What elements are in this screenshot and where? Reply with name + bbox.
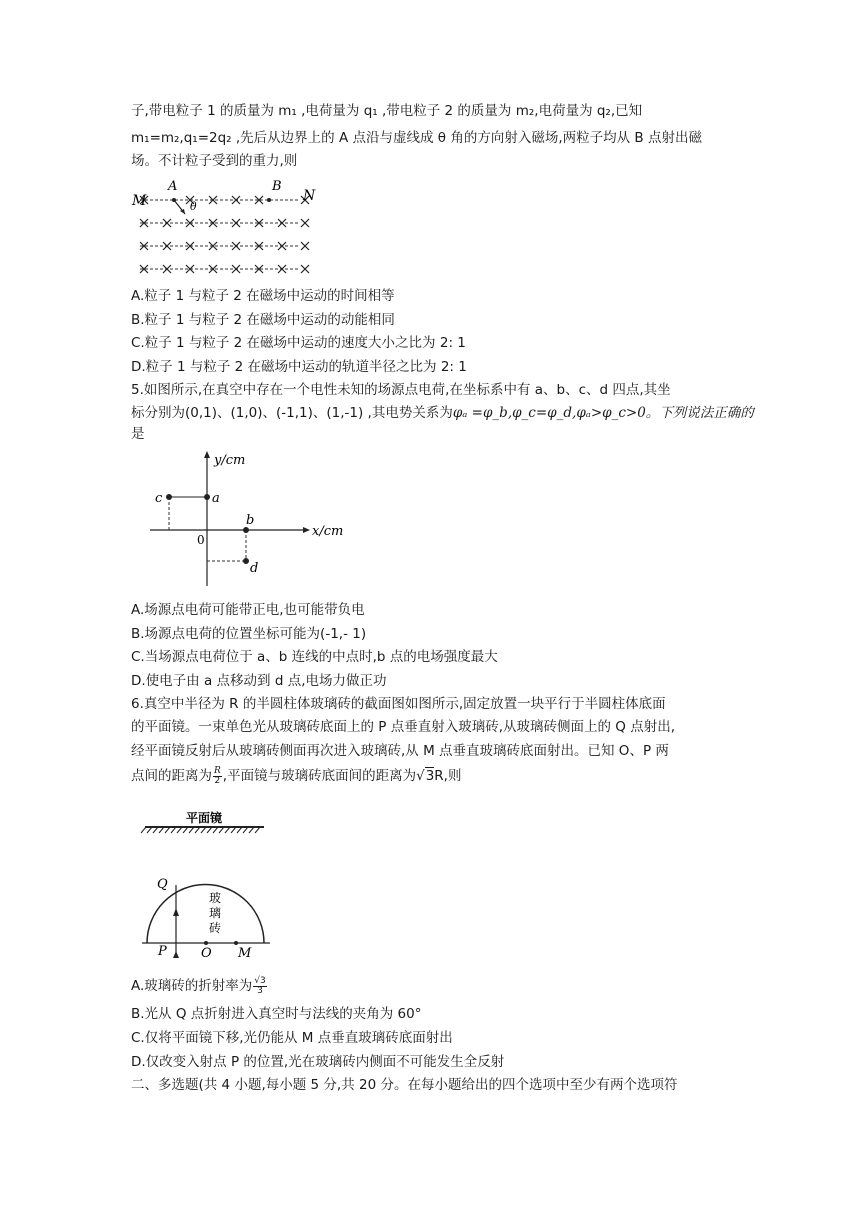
q5-option-c: C.当场源点电荷位于 a、b 连线的中点时,b 点的电场强度最大 bbox=[131, 649, 498, 665]
label-c: c bbox=[155, 491, 163, 506]
label-d: d bbox=[250, 561, 259, 576]
label-m: M bbox=[238, 946, 252, 961]
field-cross-mark bbox=[163, 265, 171, 273]
q6-stem-line-4 bbox=[131, 766, 461, 786]
q6-stem-line-3: 经平面镜反射后从玻璃砖侧面再次进入玻璃砖,从 M 点垂直玻璃砖底面射出。已知 O、P 两 bbox=[131, 743, 669, 759]
q5-stem-line-2 bbox=[131, 403, 754, 423]
coordinate-figure bbox=[150, 448, 370, 590]
label-b: B bbox=[272, 179, 282, 194]
label-glass-3: 砖 bbox=[209, 921, 222, 935]
field-cross-mark bbox=[301, 265, 309, 273]
q5-option-b: B.场源点电荷的位置坐标可能为(-1,- 1) bbox=[131, 626, 367, 642]
label-glass-1: 玻 bbox=[209, 891, 222, 905]
label-m: M bbox=[132, 193, 147, 209]
q5-potential-relation: φₐ =φ_b,φ_c=φ_d,φₐ>φ_c>0。下列说法正确的 bbox=[452, 405, 754, 421]
field-cross-mark bbox=[278, 219, 286, 227]
sqrt-argument: 3 bbox=[425, 768, 435, 784]
label-x-axis: x/cm bbox=[312, 524, 344, 539]
q5-stem-line-2-text: 标分别为(0,1)、(1,0)、(-1,1)、(1,-1) ,其电势关系为 bbox=[131, 405, 453, 421]
label-n: N bbox=[303, 188, 316, 204]
field-cross-mark bbox=[301, 219, 309, 227]
field-cross-mark bbox=[163, 242, 171, 250]
label-y-axis: y/cm bbox=[214, 453, 246, 468]
q6-option-a bbox=[131, 976, 268, 996]
label-q: Q bbox=[157, 877, 168, 892]
q6-option-b: B.光从 Q 点折射进入真空时与法线的夹角为 60° bbox=[131, 1006, 422, 1022]
section-2-heading: 二、多选题(共 4 小题,每小题 5 分,共 20 分。在每小题给出的四个选项中至少有两个选项符 bbox=[131, 1077, 678, 1093]
field-cross-mark bbox=[232, 242, 240, 250]
label-p: P bbox=[158, 944, 167, 959]
label-origin: 0 bbox=[197, 533, 205, 547]
magnetic-field-figure bbox=[130, 178, 330, 280]
field-cross-mark bbox=[301, 242, 309, 250]
label-o: O bbox=[201, 946, 212, 961]
label-glass-2: 璃 bbox=[209, 906, 222, 920]
q6-option-a-text: A.玻璃砖的折射率为 bbox=[131, 978, 253, 994]
label-mirror: 平面镜 bbox=[186, 811, 223, 825]
fraction-numerator: R bbox=[214, 765, 221, 776]
q6-stem-line-2: 的平面镜。一束单色光从玻璃砖底面上的 P 点垂直射入玻璃砖,从玻璃砖侧面上的 Q 点射出, bbox=[131, 719, 676, 735]
q4-option-c: C.粒子 1 与粒子 2 在磁场中运动的速度大小之比为 2: 1 bbox=[131, 335, 466, 351]
field-cross-mark bbox=[232, 219, 240, 227]
label-theta: θ bbox=[190, 200, 197, 213]
glass-brick-figure bbox=[140, 805, 280, 965]
field-cross-mark bbox=[278, 265, 286, 273]
label-b: b bbox=[246, 513, 255, 528]
fraction-numerator: √3 bbox=[254, 975, 266, 986]
q6-option-c: C.仅将平面镜下移,光仍能从 M 点垂直玻璃砖底面射出 bbox=[131, 1030, 453, 1046]
q5-stem-line-3: 是 bbox=[131, 426, 145, 442]
label-a: A bbox=[168, 179, 178, 194]
q6-line4-text-b: ,平面镜与玻璃砖底面间的距离为 bbox=[222, 768, 417, 784]
q6-line4-text-a: 点间的距离为 bbox=[131, 768, 212, 784]
fraction-denominator: 2 bbox=[214, 775, 221, 786]
field-cross-mark bbox=[232, 265, 240, 273]
q6-option-d: D.仅改变入射点 P 的位置,光在玻璃砖内侧面不可能发生全反射 bbox=[131, 1054, 505, 1070]
field-cross-mark bbox=[163, 219, 171, 227]
r-over-2-fraction bbox=[213, 767, 222, 786]
q5-stem-line-1: 5.如图所示,在真空中存在一个电性未知的场源点电荷,在坐标系中有 a、b、c、d 四点,其坐 bbox=[131, 382, 671, 398]
q4-option-a: A.粒子 1 与粒子 2 在磁场中运动的时间相等 bbox=[131, 288, 395, 304]
q6-stem-line-1: 6.真空中半径为 R 的半圆柱体玻璃砖的截面图如图所示,固定放置一块平行于半圆柱体底面 bbox=[131, 696, 666, 712]
q5-option-a: A.场源点电荷可能带正电,也可能带负电 bbox=[131, 602, 365, 618]
mirror-hatch-mark bbox=[141, 827, 146, 833]
sqrt-symbol: √ bbox=[416, 768, 425, 784]
q6-line4-text-c: R,则 bbox=[434, 768, 462, 784]
field-cross-mark bbox=[232, 196, 240, 204]
q4-option-d: D.粒子 1 与粒子 2 在磁场中运动的轨道半径之比为 2: 1 bbox=[131, 359, 467, 375]
field-cross-mark bbox=[278, 242, 286, 250]
refractive-index-fraction bbox=[253, 977, 266, 996]
q4-stem-line-3: 场。不计粒子受到的重力,则 bbox=[131, 153, 298, 169]
label-a: a bbox=[212, 491, 220, 506]
q5-option-d: D.使电子由 a 点移动到 d 点,电场力做正功 bbox=[131, 673, 387, 689]
q4-option-b: B.粒子 1 与粒子 2 在磁场中运动的动能相同 bbox=[131, 312, 395, 328]
q4-stem-line-1: 子,带电粒子 1 的质量为 m₁ ,电荷量为 q₁ ,带电粒子 2 的质量为 m₂,电荷量为 q₂,已知 bbox=[131, 103, 643, 119]
q4-stem-line-2: m₁=m₂,q₁=2q₂ ,先后从边界上的 A 点沿与虚线成 θ 角的方向射入磁场,两粒子均从 B 点射出磁 bbox=[131, 130, 702, 146]
fraction-denominator: 3 bbox=[257, 985, 263, 996]
